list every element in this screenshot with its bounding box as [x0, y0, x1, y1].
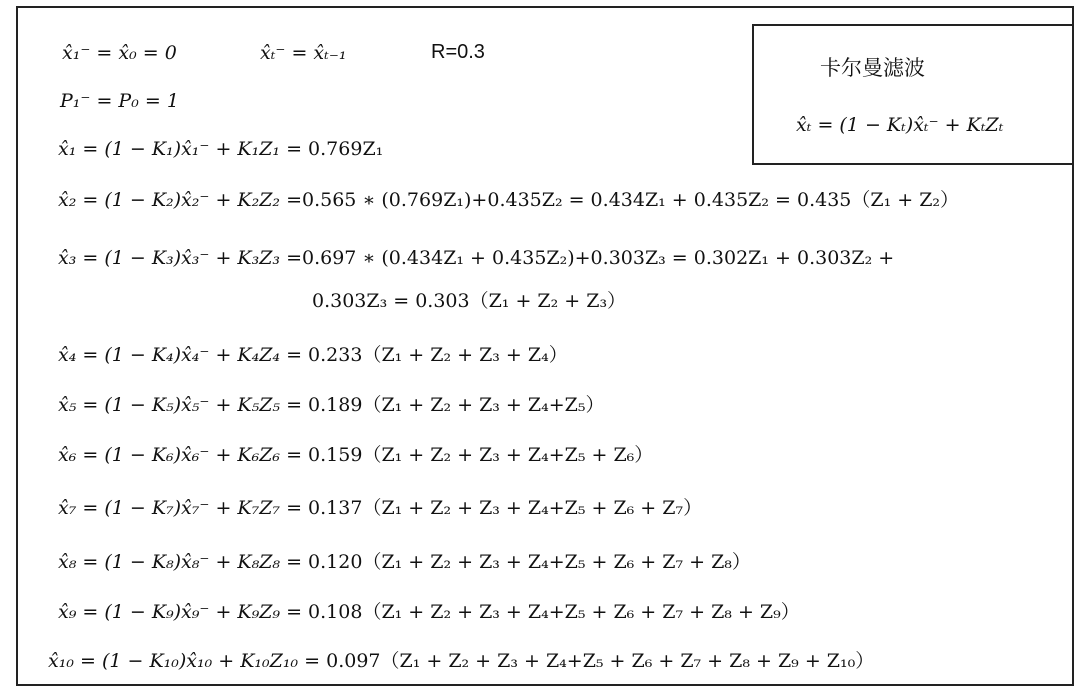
equation-lhs: x̂₇ = (1 − K₇)x̂₇⁻ + K₇Z₇ — [58, 497, 281, 519]
equation-lhs: x̂₃ = (1 − K₃)x̂₃⁻ + K₃Z₃ — [58, 247, 281, 269]
init-x-equation: x̂₁⁻ = x̂₀ = 0 — [62, 42, 177, 64]
kalman-general-formula: x̂ₜ = (1 − Kₜ)x̂ₜ⁻ + KₜZₜ — [796, 114, 1004, 136]
equation-rhs: = 0.137（Z₁ + Z₂ + Z₃ + Z₄+Z₅ + Z₆ + Z₇） — [280, 497, 703, 519]
equation-rhs: =0.697 ∗ (0.434Z₁ + 0.435Z₂)+0.303Z₃ = 0.302Z₁ + 0.303Z₂ + — [280, 247, 895, 269]
equation-lhs: x̂₂ = (1 − K₂)x̂₂⁻ + K₂Z₂ — [58, 189, 281, 211]
equation-row — [58, 551, 751, 573]
equation-row — [58, 601, 800, 623]
document-page — [16, 6, 1074, 686]
equation-lhs: x̂₁₀ = (1 − K₁₀)x̂₁₀ + K₁₀Z₁₀ — [48, 650, 299, 672]
equation-row — [58, 189, 959, 211]
equation-row — [58, 497, 702, 519]
r-value: R=0.3 — [431, 41, 485, 63]
equation-lhs: x̂₆ = (1 − K₆)x̂₆⁻ + K₆Z₆ — [58, 444, 281, 466]
equation-lhs: x̂₈ = (1 − K₈)x̂₈⁻ + K₈Z₈ — [58, 551, 281, 573]
equation-lhs: x̂₁ = (1 − K₁)x̂₁⁻ + K₁Z₁ — [58, 138, 281, 160]
equation-continuation: 0.303Z₃ = 0.303（Z₁ + Z₂ + Z₃） — [312, 290, 627, 312]
init-p-equation: P₁⁻ = P₀ = 1 — [60, 90, 179, 112]
equation-rhs: = 0.108（Z₁ + Z₂ + Z₃ + Z₄+Z₅ + Z₆ + Z₇ + Z₈ + Z₉） — [280, 601, 800, 623]
equation-row — [58, 247, 894, 269]
equation-row — [58, 394, 604, 416]
equation-lhs: x̂₄ = (1 − K₄)x̂₄⁻ + K₄Z₄ — [58, 344, 281, 366]
equation-rhs: = 0.120（Z₁ + Z₂ + Z₃ + Z₄+Z₅ + Z₆ + Z₇ + Z₈） — [280, 551, 751, 573]
equation-row — [58, 138, 383, 160]
kalman-formula-box — [752, 24, 1074, 165]
equation-row — [48, 650, 874, 672]
equation-rhs: = 0.769Z₁ — [280, 138, 384, 160]
box-title: 卡尔曼滤波 — [820, 56, 925, 80]
equation-rhs: =0.565 ∗ (0.769Z₁)+0.435Z₂ = 0.434Z₁ + 0.435Z₂ = 0.435（Z₁ + Z₂） — [280, 189, 960, 211]
equation-row — [58, 444, 653, 466]
equation-rhs: = 0.159（Z₁ + Z₂ + Z₃ + Z₄+Z₅ + Z₆） — [280, 444, 654, 466]
prior-definition: x̂ₜ⁻ = x̂ₜ₋₁ — [260, 42, 347, 64]
equation-rhs: = 0.189（Z₁ + Z₂ + Z₃ + Z₄+Z₅） — [280, 394, 605, 416]
equation-lhs: x̂₅ = (1 − K₅)x̂₅⁻ + K₅Z₅ — [58, 394, 281, 416]
equation-rhs: = 0.233（Z₁ + Z₂ + Z₃ + Z₄） — [280, 344, 568, 366]
equation-lhs: x̂₉ = (1 − K₉)x̂₉⁻ + K₉Z₉ — [58, 601, 281, 623]
equation-row — [58, 344, 568, 366]
equation-rhs: = 0.097（Z₁ + Z₂ + Z₃ + Z₄+Z₅ + Z₆ + Z₇ + Z₈ + Z₉ + Z₁₀） — [298, 650, 875, 672]
